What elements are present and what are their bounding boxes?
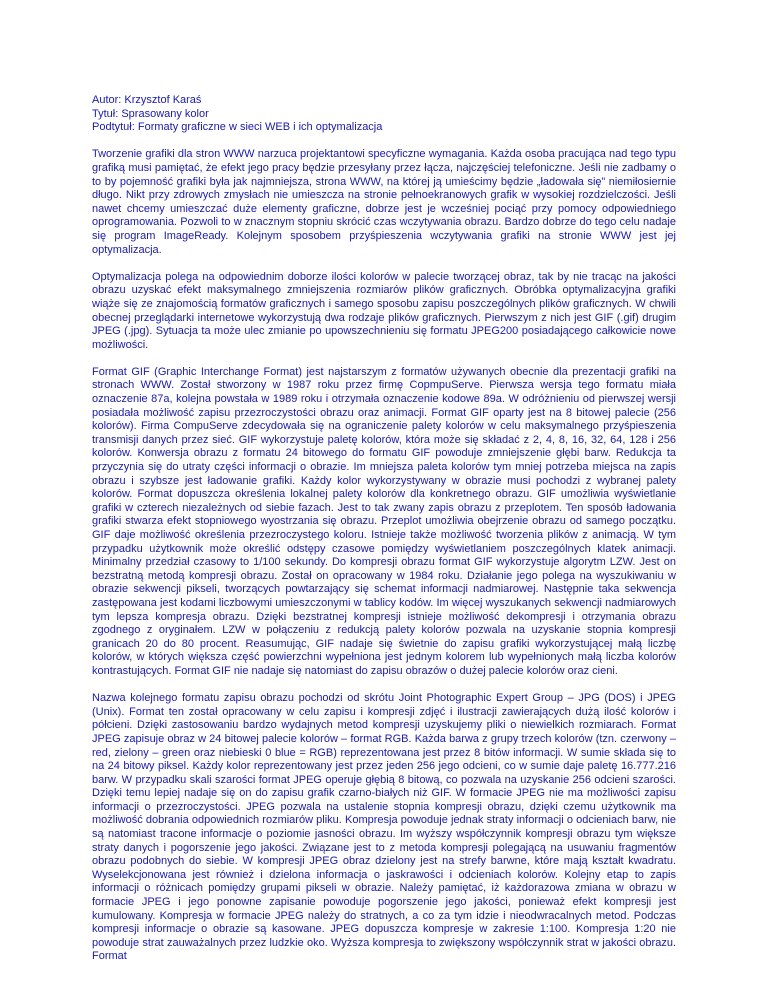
author-line: Autor: Krzysztof Karaś: [92, 94, 202, 106]
document-page: [92, 94, 676, 978]
document-header: [92, 94, 676, 135]
paragraph-gif: Format GIF (Graphic Interchange Format) jest najstarszym z formatów używanych obecnie dla prezentacji grafiki na stronach WWW. Został stworzony w 1987 roku przez firmę CopmpuServe. Pierwsza wersja tego formatu miała oznaczenie 87a, kolejna powstała w 1989 roku i otrzymała oznaczenie kodowe 89a. W odróżnieniu od pierwszej wersji posiadała możliwość zapisu przezroczystości obrazu oraz animacji. Format GIF oparty jest na 8 bitowej palecie (256 kolorów). Firma CompuServe zdecydowała się na ograniczenie palety kolorów w celu maksymalnego przyśpieszenia transmisji danych przez sieć. GIF wykorzystuje paletę kolorów, która może się składać z 2, 4, 8, 16, 32, 64, 128 i 256 kolorów. Konwersja obrazu z formatu 24 bitowego do formatu GIF powoduje zmniejszenie głębi barw. Redukcja ta przyczynia się do utraty części informacji o obrazie. Im mniejsza paleta kolorów tym mniej potrzeba miejsca na zapis obrazu i szybsze jest ładowanie grafiki. Każdy kolor wykorzystywany w obrazie musi pochodzi z wybranej palety kolorów. Format dopuszcza określenia lokalnej palety kolorów dla konkretnego obrazu. GIF umożliwia wyświetlanie grafiki w czterech niezależnych od siebie fazach. Jest to tak zwany zapis obrazu z przeplotem. Ten sposób ładowania grafiki stwarza efekt stopniowego wyostrzania się obrazu. Przeplot umożliwia obejrzenie obrazu od samego początku. GIF daje możliwość określenia przezroczystego koloru. Istnieje także możliwość tworzenia plików z animacją. W tym przypadku użytkownik może określić odstępy czasowe pomiędzy wyświetlaniem poszczególnych klatek animacji. Minimalny przedział czasowy to 1/100 sekundy. Do kompresji obrazu format GIF wykorzystuje algorytm LZW. Jest on bezstratną metodą kompresji obrazu. Został on opracowany w 1984 roku. Działanie jego polega na wyszukiwaniu w obrazie sekwencji pikseli, tworzących powtarzający się schemat informacji nadmiarowej. Następnie taka sekwencja zastępowana jest kodami liczbowymi umieszczonymi w tablicy kodów. Im więcej wyszukanych sekwencji nadmiarowych tym lepsza kompresja obrazu. Dzięki bezstratnej kompresji istnieje możliwość dekompresji i otrzymania obrazu zgodnego z oryginałem. LZW w połączeniu z redukcją palety kolorów pozwala na uzyskanie stopnia kompresji granicach 20 do 80 procent. Reasumując, GIF nadaje się świetnie do zapisu grafiki wykorzystującej małą liczbę kolorów, w których większa część powierzchni wypełniona jest jednym kolorem lub wypełnionych małą liczba kolorów kontrastujących. Format GIF nie nadaje się natomiast do zapisu obrazów o dużej palecie kolorów oraz cieni.: [92, 365, 676, 677]
paragraph-intro: Tworzenie grafiki dla stron WWW narzuca projektantowi specyficzne wymagania. Każda osoba pracująca nad tego typu grafiką musi pamiętać, że efekt jego pracy będzie przesyłany przez łącza, najczęściej telefoniczne. Jeśli nie zadbamy o to by pojemność grafiki była jak najmniejsza, strona WWW, na której ją umieścimy będzie „ładowała się” niemiłosiernie długo. Nikt przy zdrowych zmysłach nie umieszcza na stronie pełnoekranowych grafik w wysokiej rozdzielczości. Jeśli nawet chcemy umieszczać duże elementy graficzne, dobrze jest je wcześniej pociąć przy pomocy odpowiedniego oprogramowania. Pozwoli to w znacznym stopniu skrócić czas wczytywania obrazu. Bardzo dobrze do tego celu nadaje się program ImageReady. Kolejnym sposobem przyśpieszenia wczytywania grafiki na stronie WWW jest jej optymalizacja.: [92, 148, 676, 256]
subtitle-line: Podtytuł: Formaty graficzne w sieci WEB i ich optymalizacja: [92, 121, 383, 134]
paragraph-jpeg: Nazwa kolejnego formatu zapisu obrazu pochodzi od skrótu Joint Photographic Expert Group – JPG (DOS) i JPEG (Unix). Format ten został opracowany w celu zapisu i kompresji zdjęć i ilustracji zawierających dużą ilość kolorów i półcieni. Dzięki zastosowaniu bardzo wydajnych metod kompresji uzyskujemy pliki o niewielkich rozmiarach. Format JPEG zapisuje obraz w 24 bitowej palecie kolorów – format RGB. Każda barwa z grupy trzech kolorów (tzn. czerwony – red, zielony – green oraz niebieski 0 blue = RGB) reprezentowana jest przez 8 bitów informacji. W sumie składa się to na 24 bitowy piksel. Każdy kolor reprezentowany jest przez jeden 256 jego odcieni, co w sumie daje paletę 16.777.216 barw. W przypadku skali szarości format JPEG operuje głębią 8 bitową, co pozwala na uzyskanie 256 odcieni szarości. Dzięki temu lepiej nadaje się on do zapisu grafik czarno-białych niż GIF. W formacie JPEG nie ma możliwości zapisu informacji o przezroczystości. JPEG pozwala na ustalenie stopnia kompresji obrazu, dzięki czemu użytkownik ma możliwość dobrania odpowiednich rozmiarów pliku. Kompresja powoduje jednak straty informacji o odcieniach barw, nie są natomiast tracone informacje o poziomie jasności obrazu. Im wyższy współczynnik kompresji obrazu tym większe straty danych i pogorszenie jego jakości. Związane jest to z metoda kompresji polegającą na usuwaniu fragmentów obrazu podobnych do siebie. W kompresji JPEG obraz dzielony jest na strefy barwne, które mają kształt kwadratu. Wyselekcjonowana jest również i dzielona informacja o jaskrawości i odcieniach kolorów. Kolejny etap to zapis informacji o różnicach pomiędzy grupami pikseli w obrazie. Należy pamiętać, iż każdorazowa zmiana w obrazu w formacie JPEG i jego ponowne zapisanie powoduje pogorszenie jego jakości, ponieważ efekt kompresji jest kumulowany. Kompresja w formacie JPEG należy do stratnych, a co za tym idzie i nieodwracalnych metod. Podczas kompresji informacje o obrazie są kasowane. JPEG dopuszcza kompresje w zakresie 1:100. Kompresja 1:20 nie powoduje strat zauważalnych przez ludzkie oko. Wyższa kompresja to zwiększony współczynnik strat w jakości obrazu. Format: [92, 692, 676, 963]
paragraph-optimization: Optymalizacja polega na odpowiednim doborze ilości kolorów w palecie tworzącej obraz, tak by nie tracąc na jakości obrazu uzyskać efekt maksymalnego zmniejszenia rozmiarów plików graficznych. Obróbka optymalizacyjna grafiki wiąże się ze znajomością formatów graficznych i samego sposobu zapisu poszczególnych plików graficznych. W chwili obecnej przeglądarki internetowe wykorzystują dwa rodzaje plików graficznych. Pierwszym z nich jest GIF (.gif) drugim JPEG (.jpg). Sytuacja ta może ulec zmianie po upowszechnieniu się formatu JPEG200 posiadającego całkowicie nowe możliwości.: [92, 270, 676, 351]
title-line: Tytuł: Sprasowany kolor: [92, 107, 209, 120]
